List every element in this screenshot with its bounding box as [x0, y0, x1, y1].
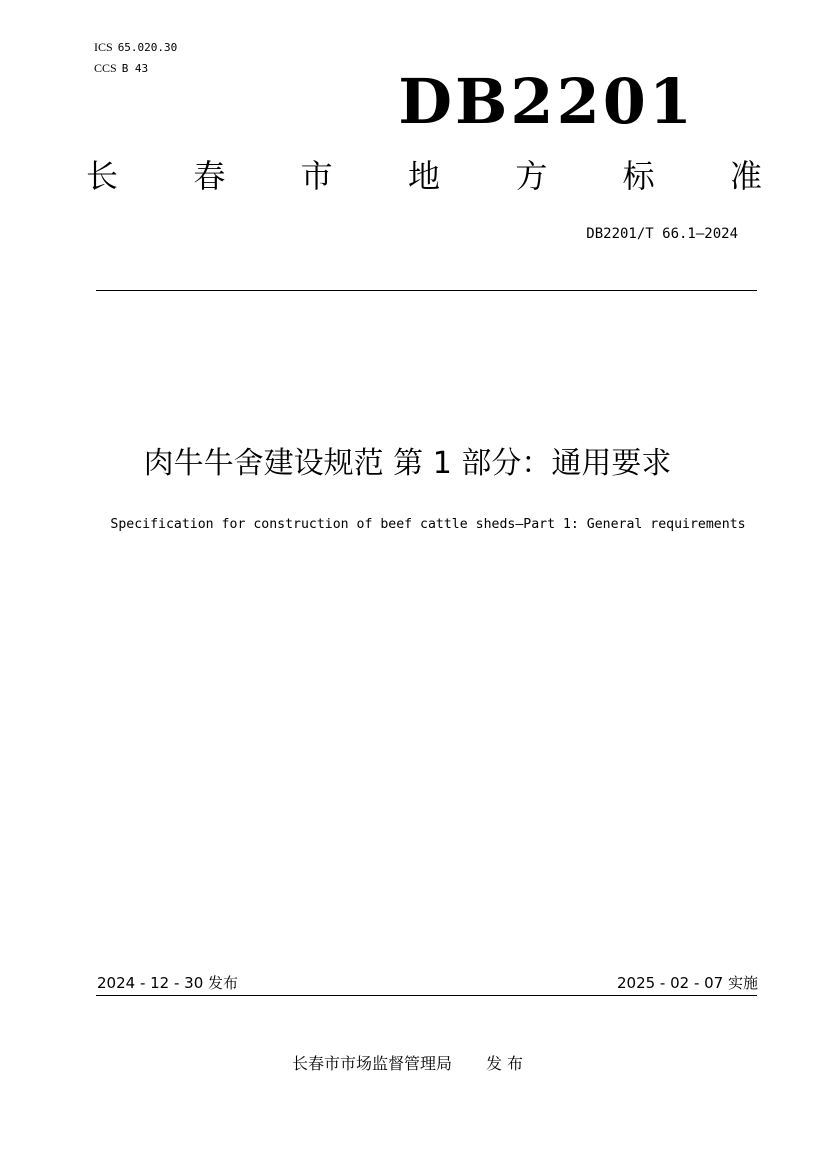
document-title-chinese: 肉牛牛舍建设规范 第 1 部分：通用要求 — [143, 446, 672, 481]
issue-date: 2024 - 12 - 30 发布 — [97, 974, 239, 992]
standard-type-char: 春 — [193, 157, 226, 195]
ics-label: ICS — [94, 40, 113, 54]
document-title-english: Specification for construction of beef cattle sheds—Part 1: General requirements — [110, 517, 746, 532]
ccs-line — [94, 61, 148, 76]
issue-action: 发 布 — [485, 1054, 524, 1073]
issuing-authority-line — [0, 1052, 815, 1076]
footer-divider — [96, 995, 757, 996]
standard-type-char: 准 — [729, 157, 762, 195]
ics-value: 65.020.30 — [117, 41, 178, 54]
implementation-date: 2025 - 02 - 07 实施 — [616, 974, 758, 992]
standard-number: DB2201/T 66.1—2024 — [586, 226, 738, 242]
ccs-value: B 43 — [121, 62, 149, 75]
standard-type-char: 标 — [622, 157, 655, 195]
standard-code: DB2201 — [398, 65, 695, 138]
issuing-authority: 长春市市场监督管理局 — [291, 1054, 452, 1073]
standard-type-char: 市 — [300, 157, 333, 195]
header-divider — [96, 290, 757, 291]
standard-type — [86, 154, 762, 198]
ics-line — [94, 40, 177, 55]
ccs-label: CCS — [94, 61, 117, 75]
standard-type-char: 地 — [407, 157, 440, 195]
standard-type-char: 方 — [515, 157, 548, 195]
standard-type-char: 长 — [86, 157, 119, 195]
